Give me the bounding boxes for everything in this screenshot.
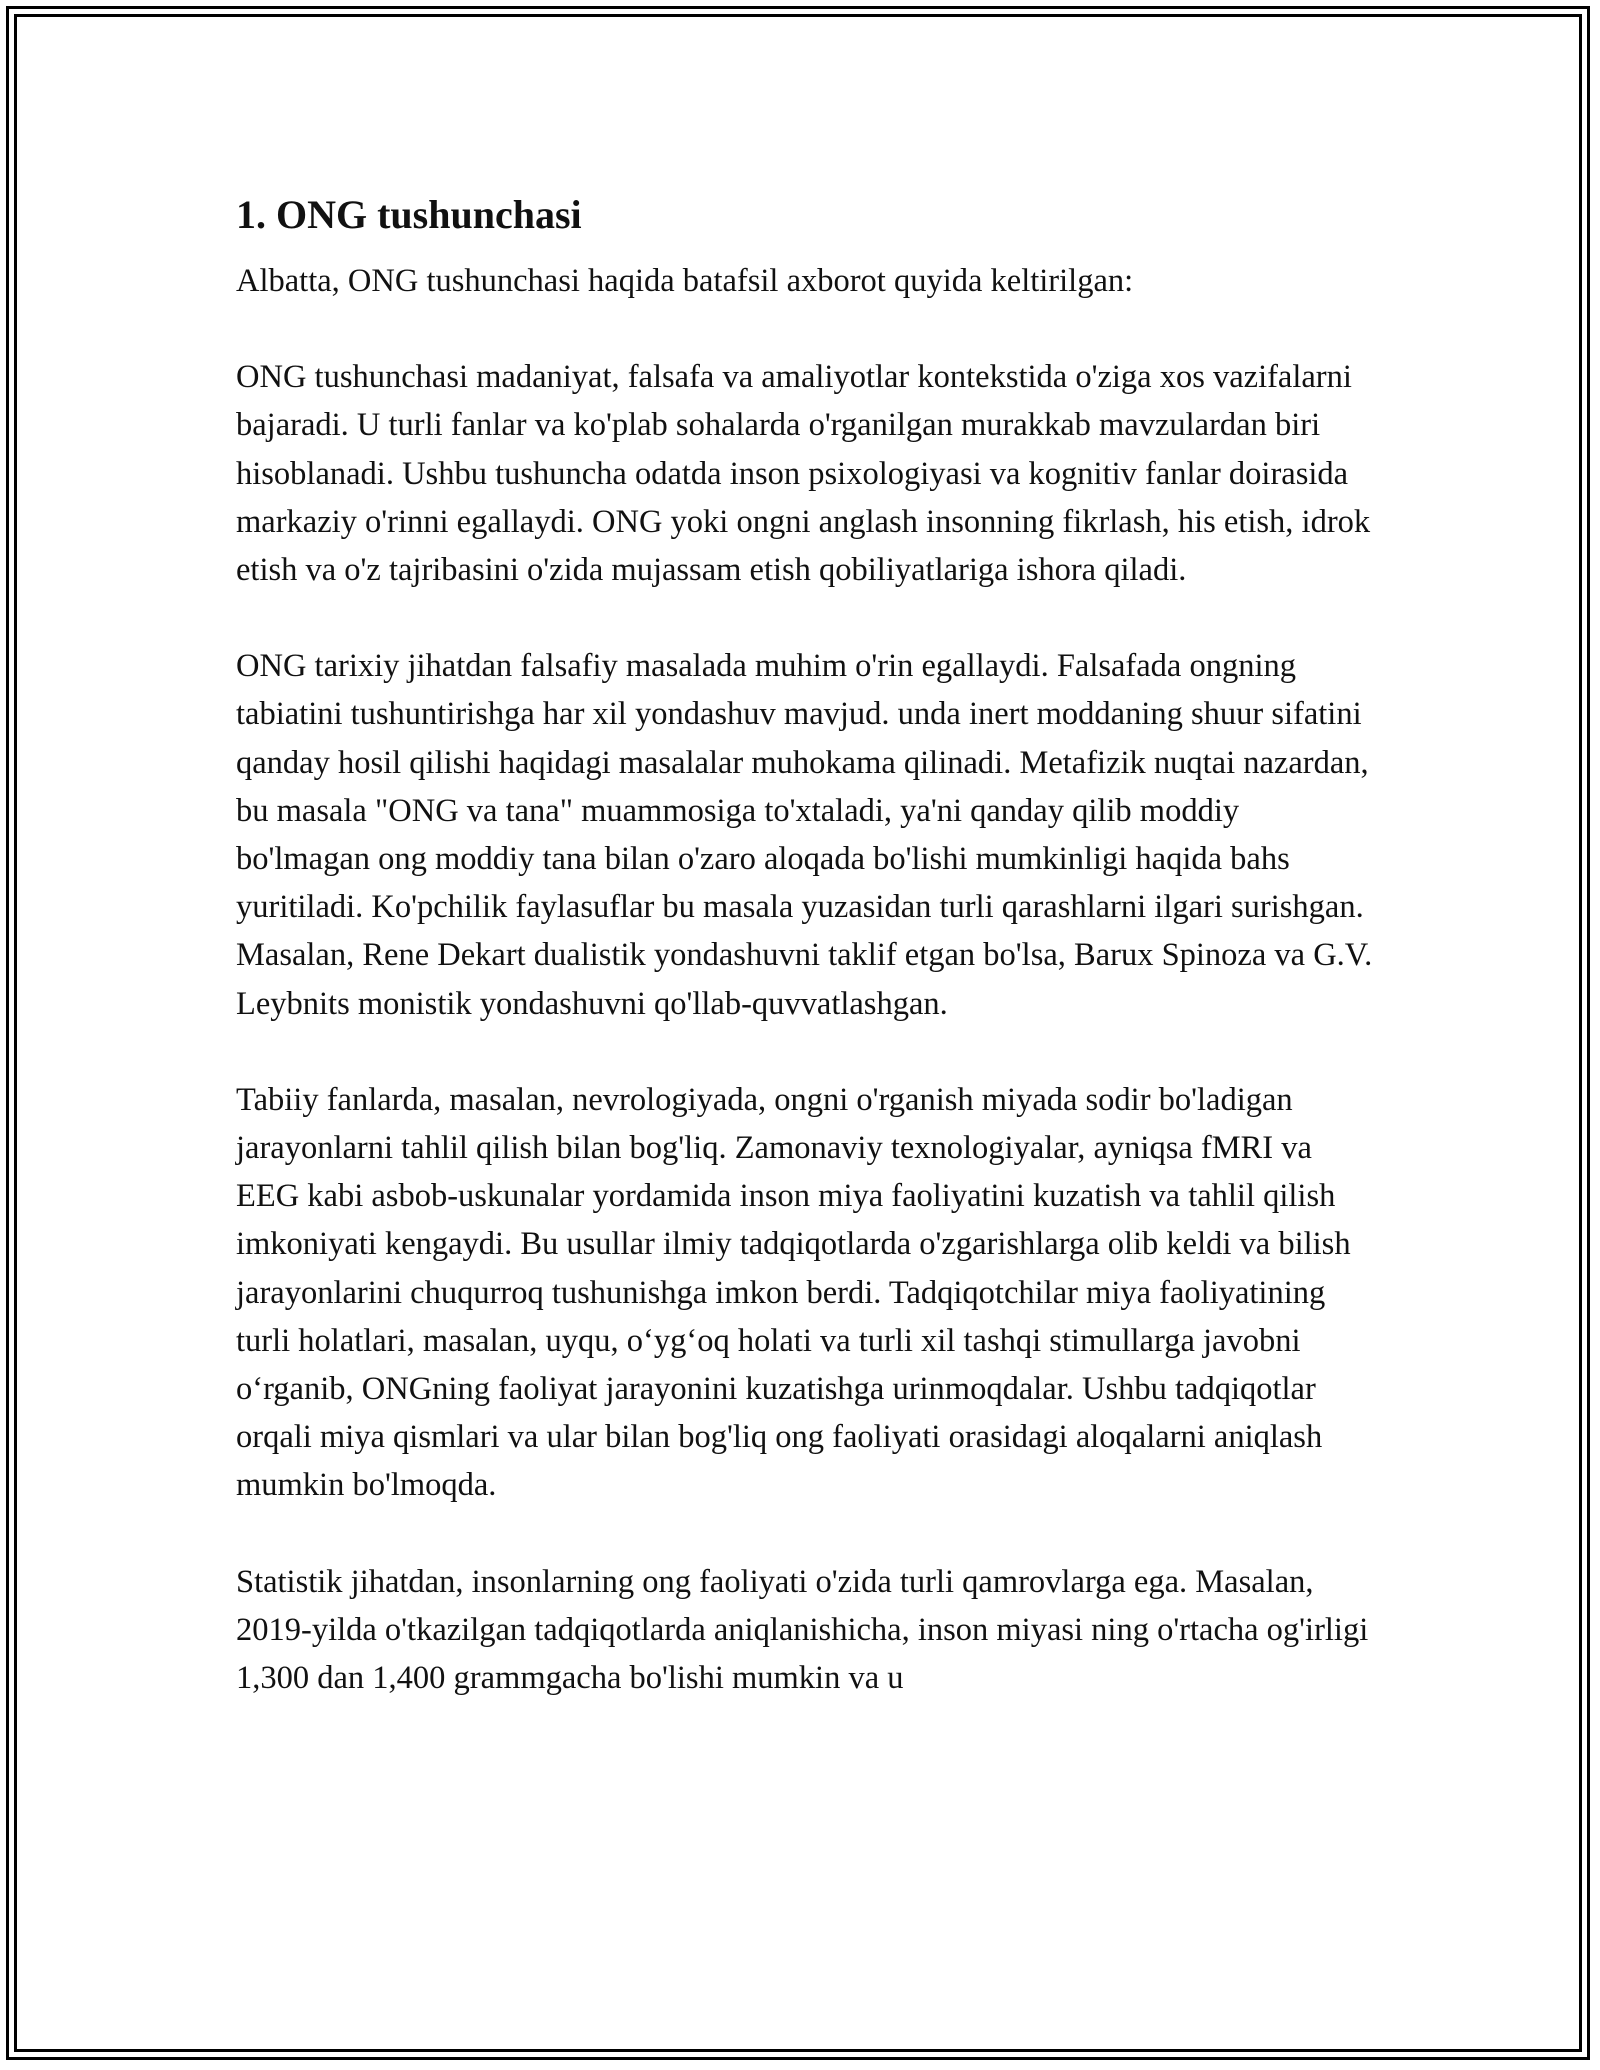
paragraph-philosophy: ONG tarixiy jihatdan falsafiy masalada muhim o'rin egallaydi. Falsafada ongning tabiatini tushuntirishga har xil yondashuv mavjud. unda inert moddaning shuur sifatini qanday hosil qilishi haqidagi masalalar muhokama qilinadi. Metafizik nuqtai nazardan, bu masala "ONG va tana" muammosiga to'xtaladi, ya'ni qanday qilib moddiy bo'lmagan ong moddiy tana bilan o'zaro aloqada bo'lishi mumkinligi haqida bahs yuritiladi. Ko'pchilik faylasuflar bu masala yuzasidan turli qarashlarni ilgari surishgan. Masalan, Rene Dekart dualistik yondashuvni taklif etgan bo'lsa, Barux Spinoza va G.V. Leybnits monistik yondashuvni qo'llab-quvvatlashgan.	[236, 648, 1373, 1022]
intro-paragraph: Albatta, ONG tushunchasi haqida batafsil axborot quyida keltirilgan:	[236, 263, 1134, 299]
paragraph-natural-sciences: Tabiiy fanlarda, masalan, nevrologiyada, ongni o'rganish miyada sodir bo'ladigan jarayonlarni tahlil qilish bilan bog'liq. Zamonaviy texnologiyalar, ayniqsa fMRI va EEG kabi asbob-uskunalar yordamida inson miya faoliyatini kuzatish va tahlil qilish imkoniyati kengaydi. Bu usullar ilmiy tadqiqotlarda o'zgarishlarga olib keldi va bilish jarayonlarini chuqurroq tushunishga imkon berdi. Tadqiqotchilar miya faoliyatining turli holatlari, masalan, uyqu, o‘yg‘oq holati va turli xil tashqi stimullarga javobni o‘rganib, ONGning faoliyat jarayonini kuzatishga urinmoqdalar. Ushbu tadqiqotlar orqali miya qismlari va ular bilan bog'liq ong faoliyati orasidagi aloqalarni aniqlash mumkin bo'lmoqda.	[236, 1081, 1351, 1504]
document-body	[236, 185, 1376, 1750]
section-heading: 1. ONG tushunchasi	[236, 192, 582, 237]
paragraph-ong-concept: ONG tushunchasi madaniyat, falsafa va amaliyotlar kontekstida o'ziga xos vazifalarni bajaradi. U turli fanlar va ko'plab sohalarda o'rganilgan murakkab mavzulardan biri hisoblanadi. Ushbu tushuncha odatda inson psixologiyasi va kognitiv fanlar doirasida markaziy o'rinni egallaydi. ONG yoki ongni anglash insonning fikrlash, his etish, idrok etish va o'z tajribasini o'zida mujassam etish qobiliyatlariga ishora qiladi.	[236, 359, 1371, 589]
paragraph-statistics: Statistik jihatdan, insonlarning ong faoliyati o'zida turli qamrovlarga ega. Masalan, 2019-yilda o'tkazilgan tadqiqotlarda aniqlanishicha, inson miyasi ning o'rtacha og'irligi 1,300 dan 1,400 grammgacha bo'lishi mumkin va u	[236, 1563, 1369, 1697]
